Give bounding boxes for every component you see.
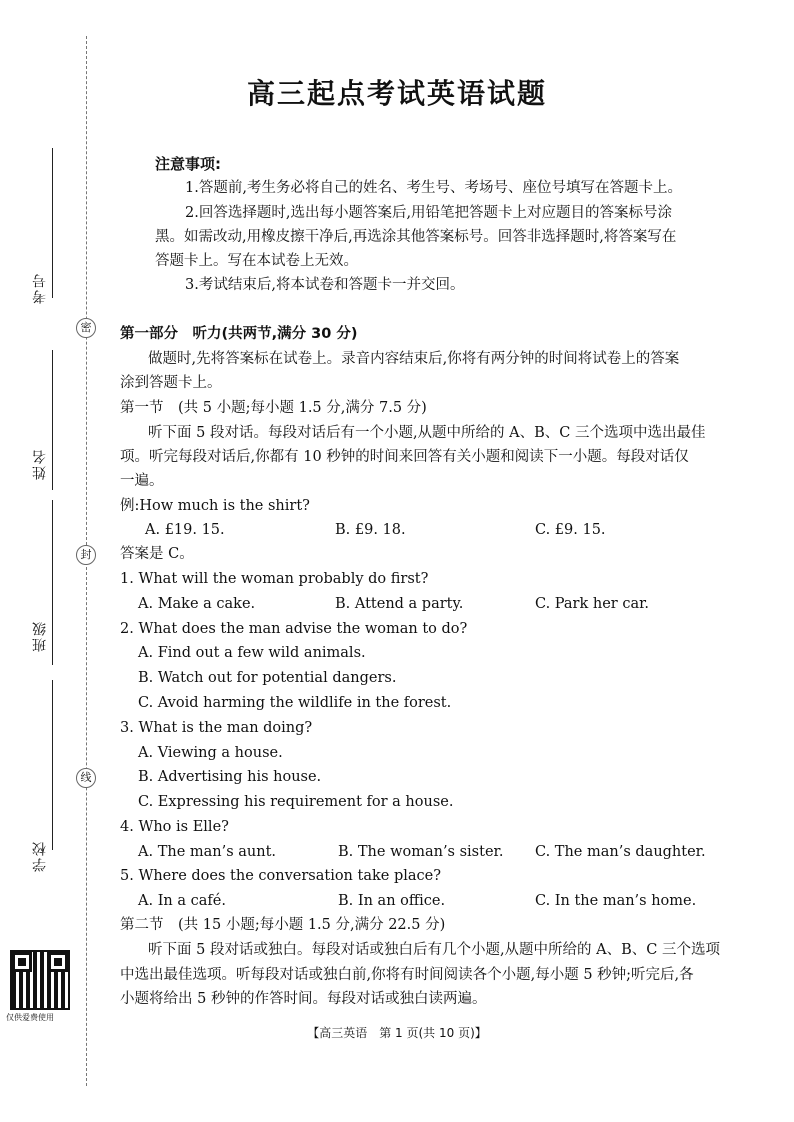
section1-heading: 第一节 (共 5 小题;每小题 1.5 分,满分 7.5 分) [120,400,427,416]
exam-no-underline [52,148,53,298]
school-underline [52,680,53,850]
q4-option-c: C. The man’s daughter. [535,844,706,860]
seal-mark-xian: 线 [76,768,96,788]
page-title: 高三起点考试英语试题 [246,77,547,110]
q4-option-b: B. The woman’s sister. [338,844,504,860]
q2-option-c: C. Avoid harming the wildlife in the forest. [138,695,452,711]
part1-intro-b: 涂到答题卡上。 [120,375,222,391]
q2-option-a: A. Find out a few wild animals. [138,645,366,661]
q3-option-a: A. Viewing a house. [138,745,283,761]
seal-mark-feng: 封 [76,545,96,565]
q1-option-b: B. Attend a party. [335,596,464,612]
school-label: 学校 [32,840,48,872]
class-label: 班级 [32,620,48,652]
q4-option-a: A. The man’s aunt. [138,844,277,860]
section1-desc-c: 一遍。 [120,473,164,489]
q1-option-a: A. Make a cake. [138,596,256,612]
seal-mark-mi: 密 [76,318,96,338]
class-underline [52,500,53,665]
qr-code-icon [10,950,70,1010]
question-3: 3. What is the man doing? [120,720,313,736]
example-question: 例:How much is the shirt? [120,498,310,514]
q1-option-c: C. Park her car. [535,596,650,612]
page-footer: 【高三英语 第 1 页(共 10 页)】 [307,1026,487,1040]
section1-desc-a: 听下面 5 段对话。每段对话后有一个小题,从题中所给的 A、B、C 三个选项中选出最佳 [148,425,706,441]
q2-option-b: B. Watch out for potential dangers. [138,670,397,686]
exam-no-label: 考号 [32,272,48,304]
q3-option-c: C. Expressing his requirement for a house. [138,794,454,810]
example-option-b: B. £9. 18. [335,522,406,538]
part1-intro-a: 做题时,先将答案标在试卷上。录音内容结束后,你将有两分钟的时间将试卷上的答案 [148,351,680,367]
example-answer: 答案是 C。 [120,546,194,562]
q5-option-c: C. In the man’s home. [535,893,697,909]
q5-option-a: A. In a café. [138,893,226,909]
question-1: 1. What will the woman probably do first? [120,571,429,587]
question-4: 4. Who is Elle? [120,819,229,835]
notice-line-1: 1.答题前,考生务必将自己的姓名、考生号、考场号、座位号填写在答题卡上。 [185,180,682,196]
example-option-a: A. £19. 15. [145,522,225,538]
section2-desc-a: 听下面 5 段对话或独白。每段对话或独白后有几个小题,从题中所给的 A、B、C 三个选项 [148,942,720,958]
name-label: 姓名 [32,448,48,480]
section2-desc-b: 中选出最佳选项。听每段对话或独白前,你将有时间阅读各个小题,每小题 5 秒钟;听完后,各 [120,967,694,983]
qr-note: 仅供爱费使用 [6,1013,54,1022]
question-5: 5. Where does the conversation take place? [120,868,441,884]
notice-line-2a: 2.回答选择题时,选出每小题答案后,用铅笔把答题卡上对应题目的答案标号涂 [185,205,673,221]
example-option-c: C. £9. 15. [535,522,606,538]
section2-heading: 第二节 (共 15 小题;每小题 1.5 分,满分 22.5 分) [120,917,446,933]
notice-heading: 注意事项: [155,155,221,173]
notice-line-2b: 黑。如需改动,用橡皮擦干净后,再选涂其他答案标号。回答非选择题时,将答案写在 [155,229,677,245]
question-2: 2. What does the man advise the woman to do? [120,621,468,637]
part1-heading: 第一部分 听力(共两节,满分 30 分) [120,326,358,342]
section1-desc-b: 项。听完每段对话后,你都有 10 秒钟的时间来回答有关小题和阅读下一小题。每段对话仅 [120,449,689,465]
q3-option-b: B. Advertising his house. [138,769,322,785]
notice-line-3: 3.考试结束后,将本试卷和答题卡一并交回。 [185,277,465,293]
section2-desc-c: 小题将给出 5 秒钟的作答时间。每段对话或独白读两遍。 [120,991,487,1007]
notice-line-2c: 答题卡上。写在本试卷上无效。 [155,253,358,269]
name-underline [52,350,53,490]
q5-option-b: B. In an office. [338,893,446,909]
